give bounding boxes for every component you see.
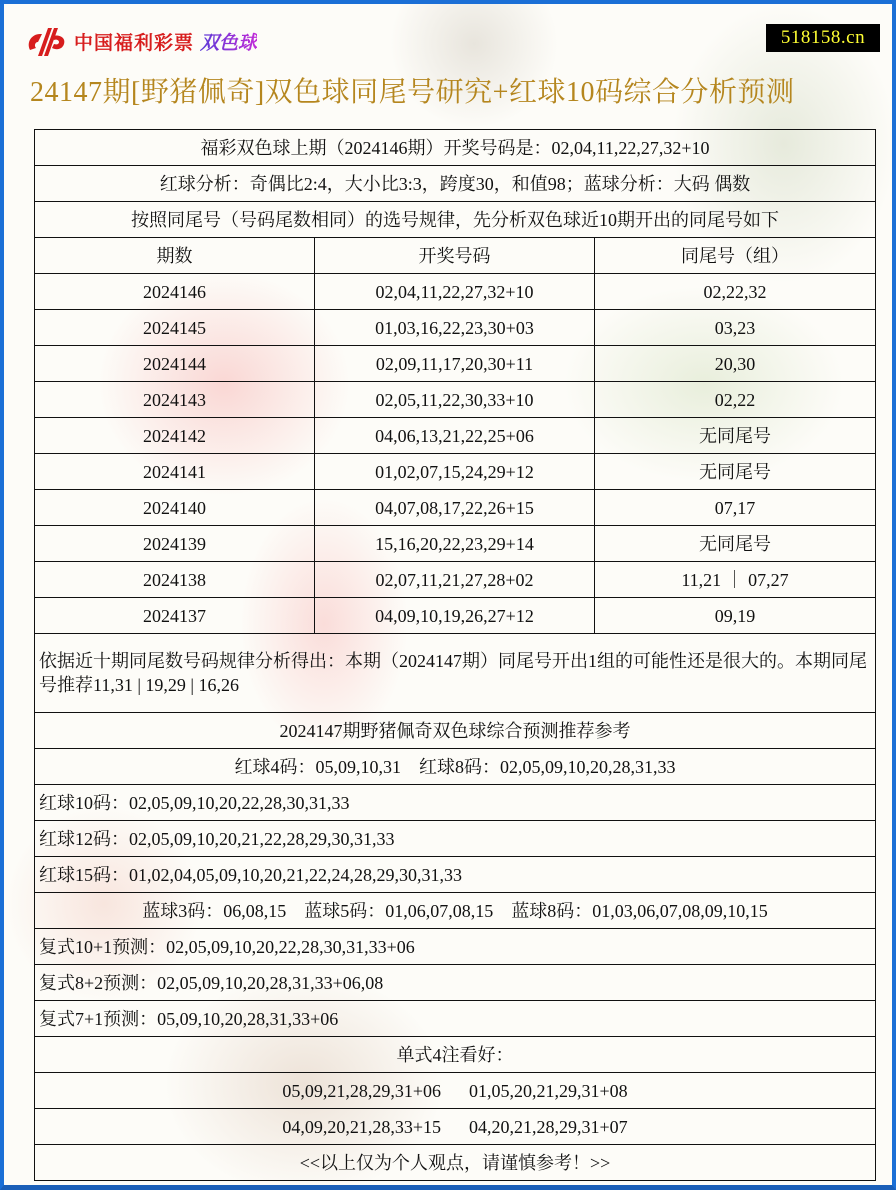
single-ticket: 05,09,21,28,29,31+06 (282, 1080, 441, 1101)
single-heading: 单式4注看好： (35, 1037, 876, 1073)
numbers-cell: 15,16,20,22,23,29+14 (315, 526, 595, 562)
same-tail-cell: 02,22,32 (595, 274, 876, 310)
single-ticket: 04,09,20,21,28,33+15 (282, 1116, 441, 1137)
table-row (35, 454, 876, 490)
same-tail-cell: 11,21 ｜ 07,27 (595, 562, 876, 598)
red-8-codes: 红球8码：02,05,09,10,20,28,31,33 (419, 756, 676, 777)
numbers-cell: 04,06,13,21,22,25+06 (315, 418, 595, 454)
same-tail-cell: 07,17 (595, 490, 876, 526)
table-row (35, 598, 876, 634)
lottery-logo (24, 24, 257, 58)
period-cell: 2024138 (35, 562, 315, 598)
table-row (35, 1109, 876, 1145)
logo-subtitle: 双色球 (200, 28, 257, 55)
same-tail-cell: 03,23 (595, 310, 876, 346)
conclusion-text: 依据近十期同尾数号码规律分析得出：本期（2024147期）同尾号开出1组的可能性还是很大的。本期同尾号推荐11,31 | 19,29 | 16,26 (35, 634, 876, 713)
table-row (35, 713, 876, 749)
period-cell: 2024145 (35, 310, 315, 346)
fushi-7-1: 复式7+1预测：05,09,10,20,28,31,33+06 (35, 1001, 876, 1037)
period-cell: 2024137 (35, 598, 315, 634)
logo-text: 中国福利彩票 (74, 31, 195, 54)
numbers-cell: 02,09,11,17,20,30+11 (315, 346, 595, 382)
single-row-1 (35, 1073, 876, 1109)
table-row (35, 1037, 876, 1073)
column-header-period: 期数 (35, 238, 315, 274)
red-15-codes: 红球15码：01,02,04,05,09,10,20,21,22,24,28,29,30,31,33 (35, 857, 876, 893)
table-row (35, 274, 876, 310)
last-draw-text: 福彩双色球上期（2024146期）开奖号码是：02,04,11,22,27,32+10 (35, 130, 876, 166)
page-title: 24147期[野猪佩奇]双色球同尾号研究+红球10码综合分析预测 (30, 77, 795, 108)
prediction-heading: 2024147期野猪佩奇双色球综合预测推荐参考 (35, 713, 876, 749)
table-row (35, 857, 876, 893)
table-row (35, 130, 876, 166)
table-row (35, 965, 876, 1001)
red-12-codes: 红球12码：02,05,09,10,20,21,22,28,29,30,31,33 (35, 821, 876, 857)
fushi-8-2: 复式8+2预测：02,05,09,10,20,28,31,33+06,08 (35, 965, 876, 1001)
disclaimer-text: <<以上仅为个人观点，请谨慎参考！>> (35, 1145, 876, 1181)
numbers-cell: 01,03,16,22,23,30+03 (315, 310, 595, 346)
table-row (35, 749, 876, 785)
analysis-table (34, 129, 876, 1181)
numbers-cell: 04,09,10,19,26,27+12 (315, 598, 595, 634)
table-row (35, 382, 876, 418)
period-cell: 2024140 (35, 490, 315, 526)
fushi-10-1: 复式10+1预测：02,05,09,10,20,22,28,30,31,33+06 (35, 929, 876, 965)
table-row (35, 785, 876, 821)
numbers-cell: 02,04,11,22,27,32+10 (315, 274, 595, 310)
same-tail-cell: 09,19 (595, 598, 876, 634)
table-row (35, 310, 876, 346)
numbers-cell: 02,07,11,21,27,28+02 (315, 562, 595, 598)
site-badge[interactable]: 518158.cn (766, 24, 880, 52)
red-4-codes: 红球4码：05,09,10,31 (234, 756, 401, 777)
same-tail-cell: 02,22 (595, 382, 876, 418)
blue-3-codes: 蓝球3码：06,08,15 (142, 900, 287, 921)
table-row (35, 634, 876, 713)
table-row (35, 562, 876, 598)
table-row (35, 418, 876, 454)
table-header-row (35, 238, 876, 274)
same-tail-cell: 无同尾号 (595, 418, 876, 454)
blue-5-codes: 蓝球5码：01,06,07,08,15 (304, 900, 494, 921)
table-row (35, 346, 876, 382)
single-row-2 (35, 1109, 876, 1145)
table-row (35, 929, 876, 965)
table-row (35, 1001, 876, 1037)
column-header-same-tail: 同尾号（组） (595, 238, 876, 274)
period-cell: 2024139 (35, 526, 315, 562)
period-cell: 2024141 (35, 454, 315, 490)
table-row (35, 202, 876, 238)
table-row (35, 1145, 876, 1181)
period-cell: 2024146 (35, 274, 315, 310)
same-tail-cell: 20,30 (595, 346, 876, 382)
same-tail-cell: 无同尾号 (595, 454, 876, 490)
numbers-cell: 04,07,08,17,22,26+15 (315, 490, 595, 526)
column-header-numbers: 开奖号码 (315, 238, 595, 274)
single-ticket: 01,05,20,21,29,31+08 (469, 1080, 628, 1101)
red-10-codes: 红球10码：02,05,09,10,20,22,28,30,31,33 (35, 785, 876, 821)
red-4-8-row (35, 749, 876, 785)
period-cell: 2024142 (35, 418, 315, 454)
cwl-logo-icon (24, 24, 68, 58)
table-row (35, 490, 876, 526)
blue-codes-row (35, 893, 876, 929)
intro-text: 按照同尾号（号码尾数相同）的选号规律，先分析双色球近10期开出的同尾号如下 (35, 202, 876, 238)
numbers-cell: 02,05,11,22,30,33+10 (315, 382, 595, 418)
table-row (35, 166, 876, 202)
period-cell: 2024143 (35, 382, 315, 418)
table-row (35, 526, 876, 562)
analysis-text: 红球分析：奇偶比2:4，大小比3:3，跨度30，和值98；蓝球分析：大码 偶数 (35, 166, 876, 202)
single-ticket: 04,20,21,28,29,31+07 (469, 1116, 628, 1137)
numbers-cell: 01,02,07,15,24,29+12 (315, 454, 595, 490)
same-tail-cell: 无同尾号 (595, 526, 876, 562)
period-cell: 2024144 (35, 346, 315, 382)
blue-8-codes: 蓝球8码：01,03,06,07,08,09,10,15 (511, 900, 768, 921)
table-row (35, 1073, 876, 1109)
table-row (35, 893, 876, 929)
table-row (35, 821, 876, 857)
